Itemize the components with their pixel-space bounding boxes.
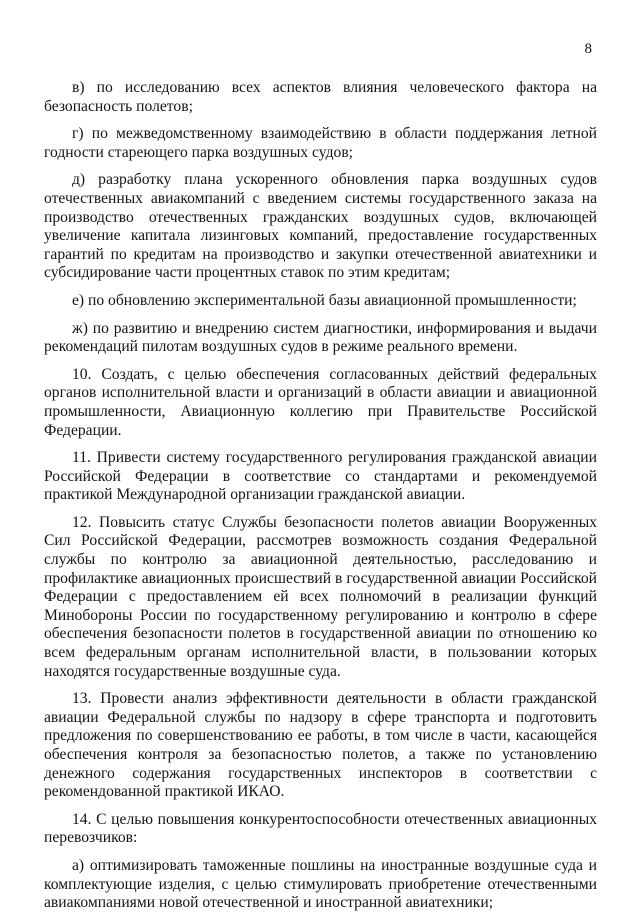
paragraph-14-competitiveness: 14. С целью повышения конкурентоспособности отечественных авиационных перевозчиков: — [44, 810, 597, 847]
paragraph-13-efficiency-analysis: 13. Провести анализ эффективности деятельности в области гражданской авиации Федеральной службы по надзору в сфере транспорта и подготовить предложения по совершенствованию ее работы, в том числе в части, касающейся обеспечения контроля за безопасностью полетов, а также по установлению денежного содержания государственных инспекторов в соответствии с рекомендованной практикой ИКАО. — [44, 690, 597, 801]
paragraph-d-fleet-renewal: д) разработку плана ускоренного обновления парка воздушных судов отечественных авиакомпаний с введением системы государственного заказа на производство отечественных гражданских воздушных судов, включающей увеличение капитала лизинговых компаний, предоставление государственных гарантий по кредитам на производство и закупки отечественной авиатехники и субсидирование части процентных ставок по этим кредитам; — [44, 171, 597, 282]
paragraph-g-airworthiness: г) по межведомственному взаимодействию в области поддержания летной годности стареющего парка воздушных судов; — [44, 125, 597, 161]
paragraph-e-experimental-base: е) по обновлению экспериментальной базы авиационной промышленности; — [72, 291, 577, 309]
paragraph-zh-diagnostics: ж) по развитию и внедрению систем диагностики, информирования и выдачи рекомендаций пилотам воздушных судов в режиме реального времени. — [44, 319, 597, 356]
paragraph-v-human-factor: в) по исследованию всех аспектов влияния человеческого фактора на безопасность полетов; — [44, 79, 597, 115]
paragraph-11-regulation: 11. Привести систему государственного регулирования гражданской авиации Российской Федерации в соответствие со стандартами и рекомендуемой практикой Международной организации гражданской авиации. — [44, 449, 597, 504]
paragraph-10-aviation-board: 10. Создать, с целью обеспечения согласованных действий федеральных органов исполнительной власти и организаций в области авиации и авиационной промышленности, Авиационную коллегию при Правительстве Российской Федерации. — [44, 365, 597, 439]
page-number: 8 — [584, 41, 592, 57]
document-body — [44, 79, 597, 922]
paragraph-a-customs-duties: а) оптимизировать таможенные пошлины на иностранные воздушные суда и комплектующие изделия, с целью стимулировать приобретение отечественными авиакомпаниями новой отечественной и иностранной авиатехники; — [44, 856, 597, 912]
paragraph-12-flight-safety-service: 12. Повысить статус Службы безопасности полетов авиации Вооруженных Сил Российской Федерации, рассмотрев возможность создания Федеральной службы по контролю за авиационной деятельностью, расследованию и профилактике авиационных происшествий в государственной авиации Российской Федерации с предоставлением ей всех полномочий в реализации функций Минобороны России по государственному регулированию и контролю в сфере обеспечения безопасности полетов в государственной авиации по отношению ко всем федеральным органам исполнительной власти, в пользовании которых находятся государственные воздушные суда. — [44, 513, 597, 680]
